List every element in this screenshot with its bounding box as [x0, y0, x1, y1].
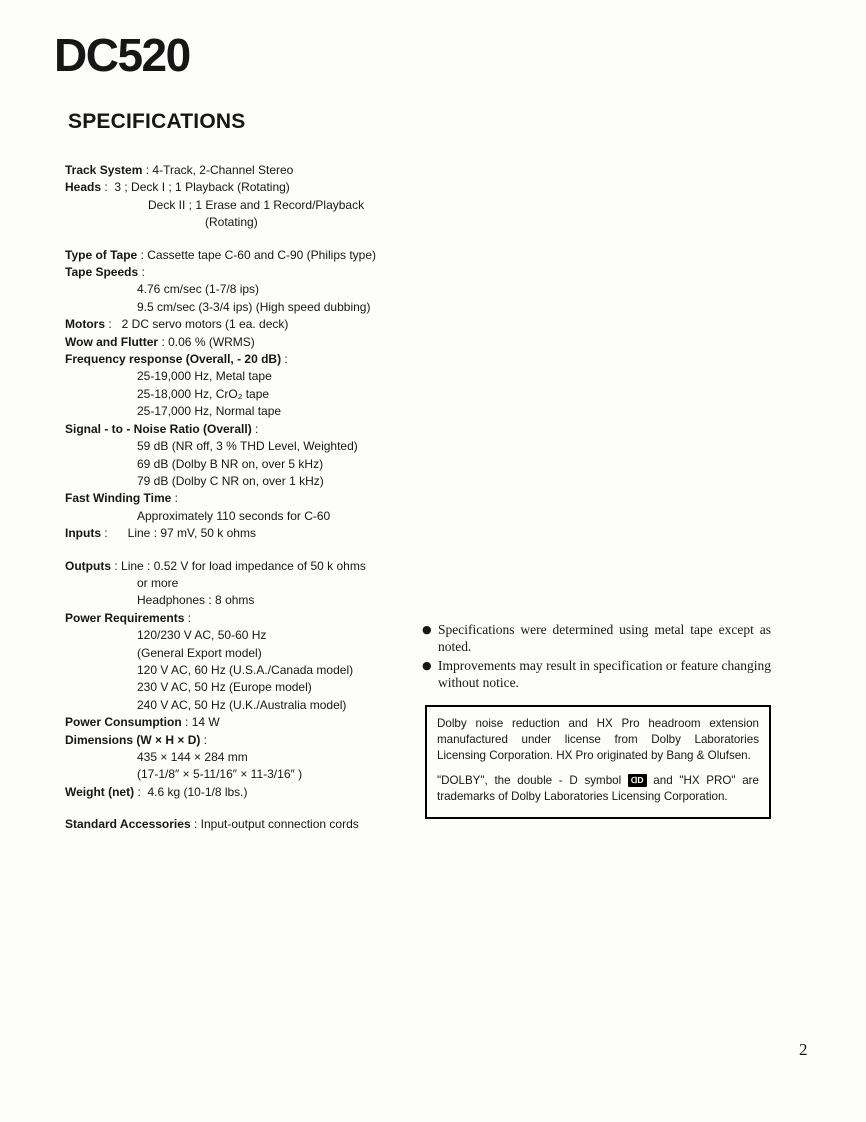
spec-label: Type of Tape: [65, 247, 138, 262]
spec-continuation-line: [65, 766, 417, 783]
spec-continuation-line: [65, 456, 417, 473]
spec-continuation-line: [65, 438, 417, 455]
spec-separator: :: [251, 421, 259, 436]
spec-separator: :: [101, 526, 108, 541]
dolby-trademark-paragraph: [437, 773, 759, 805]
spec-separator: :: [101, 180, 115, 195]
dolby-trademark-text-before: "DOLBY", the double - D symbol: [437, 774, 622, 788]
spec-value: Headphones : 8 ohms: [137, 593, 255, 608]
note-text: Improvements may result in specification or feature changing without notice.: [438, 658, 771, 690]
spec-row-standard-accessories: [65, 816, 417, 833]
spec-continuation-line: [65, 197, 417, 214]
spec-row-track-system: [65, 162, 417, 179]
spec-separator: :: [181, 715, 192, 730]
spec-separator: :: [281, 352, 288, 367]
spec-continuation-line: [65, 645, 417, 662]
spec-value: 230 V AC, 50 Hz (Europe model): [137, 680, 312, 695]
spec-label: Motors: [65, 317, 105, 332]
section-title: SPECIFICATIONS: [68, 110, 246, 133]
spec-row-power-requirements: [65, 610, 417, 627]
spec-continuation-line: [65, 679, 417, 696]
spec-continuation-line: [65, 473, 417, 490]
spec-label: Heads: [65, 180, 102, 195]
spec-continuation-line: [65, 627, 417, 644]
spec-label: Wow and Flutter: [65, 334, 159, 349]
spec-separator: :: [142, 163, 153, 177]
spec-label: Power Consumption: [65, 715, 182, 730]
spec-continuation-line: [65, 749, 417, 766]
spec-value: 79 dB (Dolby C NR on, over 1 kHz): [137, 473, 324, 488]
spec-continuation-line: [65, 281, 417, 298]
note-metal-tape: [422, 621, 771, 655]
spec-value: 240 V AC, 50 Hz (U.K./Australia model): [137, 697, 347, 712]
spec-row-outputs: [65, 558, 417, 575]
spec-value: 120/230 V AC, 50-60 Hz: [137, 628, 267, 643]
spec-value: Cassette tape C-60 and C-90 (Philips type): [147, 247, 377, 262]
spec-row-tape-speeds: [65, 264, 417, 281]
dolby-license-box: [425, 705, 771, 819]
bullet-icon: ●: [422, 623, 432, 636]
spec-value: 25-18,000 Hz, CrO₂ tape: [137, 386, 270, 401]
model-title: DC520: [54, 29, 190, 81]
spec-value: 0.06 % (WRMS): [168, 334, 255, 349]
spec-value: Input-output connection cords: [200, 817, 359, 832]
spec-label: Frequency response (Overall, - 20 dB): [65, 352, 282, 367]
spec-label: Dimensions (W × H × D): [65, 732, 201, 747]
spec-continuation-line: [65, 403, 417, 420]
spec-row-dimensions: [65, 732, 417, 749]
spec-separator: :: [184, 610, 192, 625]
spec-value: 3 ; Deck I ; 1 Playback (Rotating): [114, 180, 290, 195]
spec-separator: :: [137, 247, 148, 262]
spec-separator: :: [190, 817, 201, 832]
spec-continuation-line: [65, 662, 417, 679]
dolby-double-d-icon: ᗡD: [628, 774, 647, 787]
spec-label: Power Requirements: [65, 610, 185, 625]
spec-value: 435 × 144 × 284 mm: [137, 750, 248, 764]
spec-continuation-line: [65, 299, 417, 316]
spec-value: 4-Track, 2-Channel Stereo: [152, 163, 294, 177]
spec-continuation-line: [65, 508, 417, 525]
spec-continuation-line: [65, 697, 417, 714]
spec-value: (Rotating): [205, 215, 258, 230]
spec-value: or more: [137, 575, 179, 590]
spec-value: Approximately 110 seconds for C-60: [137, 508, 331, 523]
spec-value: 14 W: [191, 715, 220, 730]
spec-row-weight: [65, 784, 417, 801]
spec-label: Inputs: [65, 526, 101, 541]
spec-continuation-line: [65, 575, 417, 592]
spec-value: 120 V AC, 60 Hz (U.S.A./Canada model): [137, 662, 354, 677]
spec-row-frequency-response: [65, 351, 417, 368]
spec-row-inputs: [65, 525, 417, 542]
spec-row-motors: [65, 316, 417, 333]
spec-separator: :: [134, 784, 148, 799]
spec-value: 4.6 kg (10-1/8 lbs.): [147, 784, 248, 799]
note-improvements: [422, 657, 771, 691]
dolby-license-paragraph: Dolby noise reduction and HX Pro headroom extension manufactured under license from Dolby Laboratories Licensing Corporation. HX Pro originated by Bang & Olufsen.: [437, 717, 759, 762]
note-text: Specifications were determined using metal tape except as noted.: [438, 622, 771, 654]
spec-value: 9.5 cm/sec (3-3/4 ips) (High speed dubbing): [137, 299, 371, 314]
spec-row-fast-winding-time: [65, 490, 417, 507]
spec-continuation-line: [65, 592, 417, 609]
spec-value: Line : 97 mV, 50 k ohms: [127, 526, 256, 541]
spec-label: Fast Winding Time: [65, 491, 172, 506]
spec-label: Signal - to - Noise Ratio (Overall): [65, 421, 252, 436]
spec-separator: :: [171, 491, 179, 506]
spec-separator: :: [138, 265, 145, 280]
spec-value: 69 dB (Dolby B NR on, over 5 kHz): [137, 456, 324, 471]
spec-continuation-line: [65, 214, 417, 231]
right-column: [422, 621, 771, 819]
spec-label: Outputs: [65, 558, 111, 573]
page-number: 2: [799, 1040, 808, 1059]
spec-row-signal-to-noise: [65, 421, 417, 438]
spec-label: Tape Speeds: [65, 265, 139, 280]
spec-label: Weight (net): [65, 784, 135, 799]
spec-value: Deck II ; 1 Erase and 1 Record/Playback: [148, 197, 365, 212]
spec-separator: :: [200, 732, 208, 747]
spec-value: (General Export model): [137, 645, 262, 660]
spec-value: 25-17,000 Hz, Normal tape: [137, 404, 282, 419]
spec-value: 59 dB (NR off, 3 % THD Level, Weighted): [137, 439, 358, 454]
spec-value: 2 DC servo motors (1 ea. deck): [121, 317, 289, 332]
spec-separator: :: [105, 317, 122, 332]
specifications-list: [65, 162, 417, 834]
spec-value: 4.76 cm/sec (1-7/8 ips): [137, 282, 260, 297]
spec-label: Standard Accessories: [65, 817, 191, 832]
spec-separator: :: [111, 558, 122, 573]
dolby-trademark-text-after: and "HX PRO" are trademarks of Dolby Laboratories Licensing Corporation.: [437, 774, 759, 804]
spec-value: (17-1/8″ × 5-11/16″ × 11-3/16″ ): [137, 767, 303, 782]
spec-row-type-of-tape: [65, 247, 417, 264]
spec-row-heads: [65, 179, 417, 196]
bullet-icon: ●: [422, 659, 432, 672]
spec-value: 25-19,000 Hz, Metal tape: [137, 369, 272, 384]
spec-continuation-line: [65, 386, 417, 403]
spec-label: Track System: [65, 163, 143, 177]
spec-continuation-line: [65, 368, 417, 385]
spec-row-wow-and-flutter: [65, 334, 417, 351]
spec-value: Line : 0.52 V for load impedance of 50 k ohms: [121, 558, 366, 573]
spec-separator: :: [158, 334, 169, 349]
spec-row-power-consumption: [65, 714, 417, 731]
